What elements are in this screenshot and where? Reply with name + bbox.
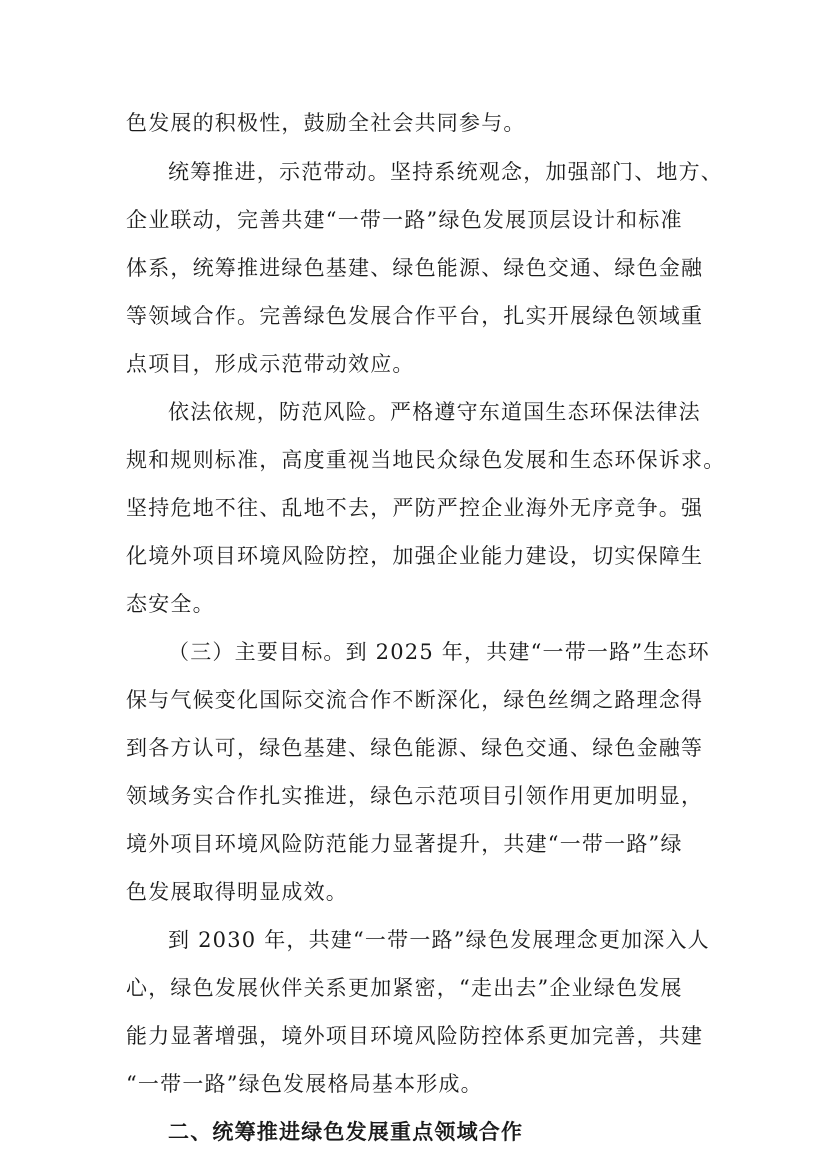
paragraph-line: 规和规则标准，高度重视当地民众绿色发展和生态环保诉求。 (126, 448, 726, 472)
section-heading: 二、统筹推进绿色发展重点领域合作 (168, 1120, 524, 1144)
paragraph-line: 到 2030 年，共建“一带一路”绿色发展理念更加深入人 (168, 928, 710, 952)
paragraph-line: 领域务实合作扎实推进，绿色示范项目引领作用更加明显， (126, 784, 704, 808)
paragraph-line: 企业联动，完善共建“一带一路”绿色发展顶层设计和标准 (126, 208, 683, 232)
paragraph-line: 境外项目环境风险防范能力显著提升，共建“一带一路”绿 (126, 832, 683, 856)
paragraph-line: 到各方认可，绿色基建、绿色能源、绿色交通、绿色金融等 (126, 736, 704, 760)
paragraph-line: 色发展取得明显成效。 (126, 880, 348, 904)
paragraph-line: 心，绿色发展伙伴关系更加紧密，“走出去”企业绿色发展 (126, 976, 683, 1000)
paragraph-line: 依法依规，防范风险。严格遵守东道国生态环保法律法 (168, 400, 701, 424)
paragraph-line: 态安全。 (126, 592, 215, 616)
paragraph-line: 色发展的积极性，鼓励全社会共同参与。 (126, 111, 526, 135)
paragraph-line: 坚持危地不往、乱地不去，严防严控企业海外无序竞争。强 (126, 496, 704, 520)
paragraph-line: 点项目，形成示范带动效应。 (126, 352, 415, 376)
paragraph-line: 能力显著增强，境外项目环境风险防控体系更加完善，共建 (126, 1024, 704, 1048)
paragraph-line: 等领域合作。完善绿色发展合作平台，扎实开展绿色领域重 (126, 304, 704, 328)
paragraph-line: 体系，统筹推进绿色基建、绿色能源、绿色交通、绿色金融 (126, 256, 704, 280)
paragraph-line: 统筹推进，示范带动。坚持系统观念，加强部门、地方、 (168, 160, 723, 184)
paragraph-line: 保与气候变化国际交流合作不断深化，绿色丝绸之路理念得 (126, 688, 704, 712)
paragraph-line: “一带一路”绿色发展格局基本形成。 (126, 1072, 483, 1096)
paragraph-line: 化境外项目环境风险防控，加强企业能力建设，切实保障生 (126, 544, 704, 568)
paragraph-line: （三）主要目标。到 2025 年，共建“一带一路”生态环 (168, 640, 710, 664)
